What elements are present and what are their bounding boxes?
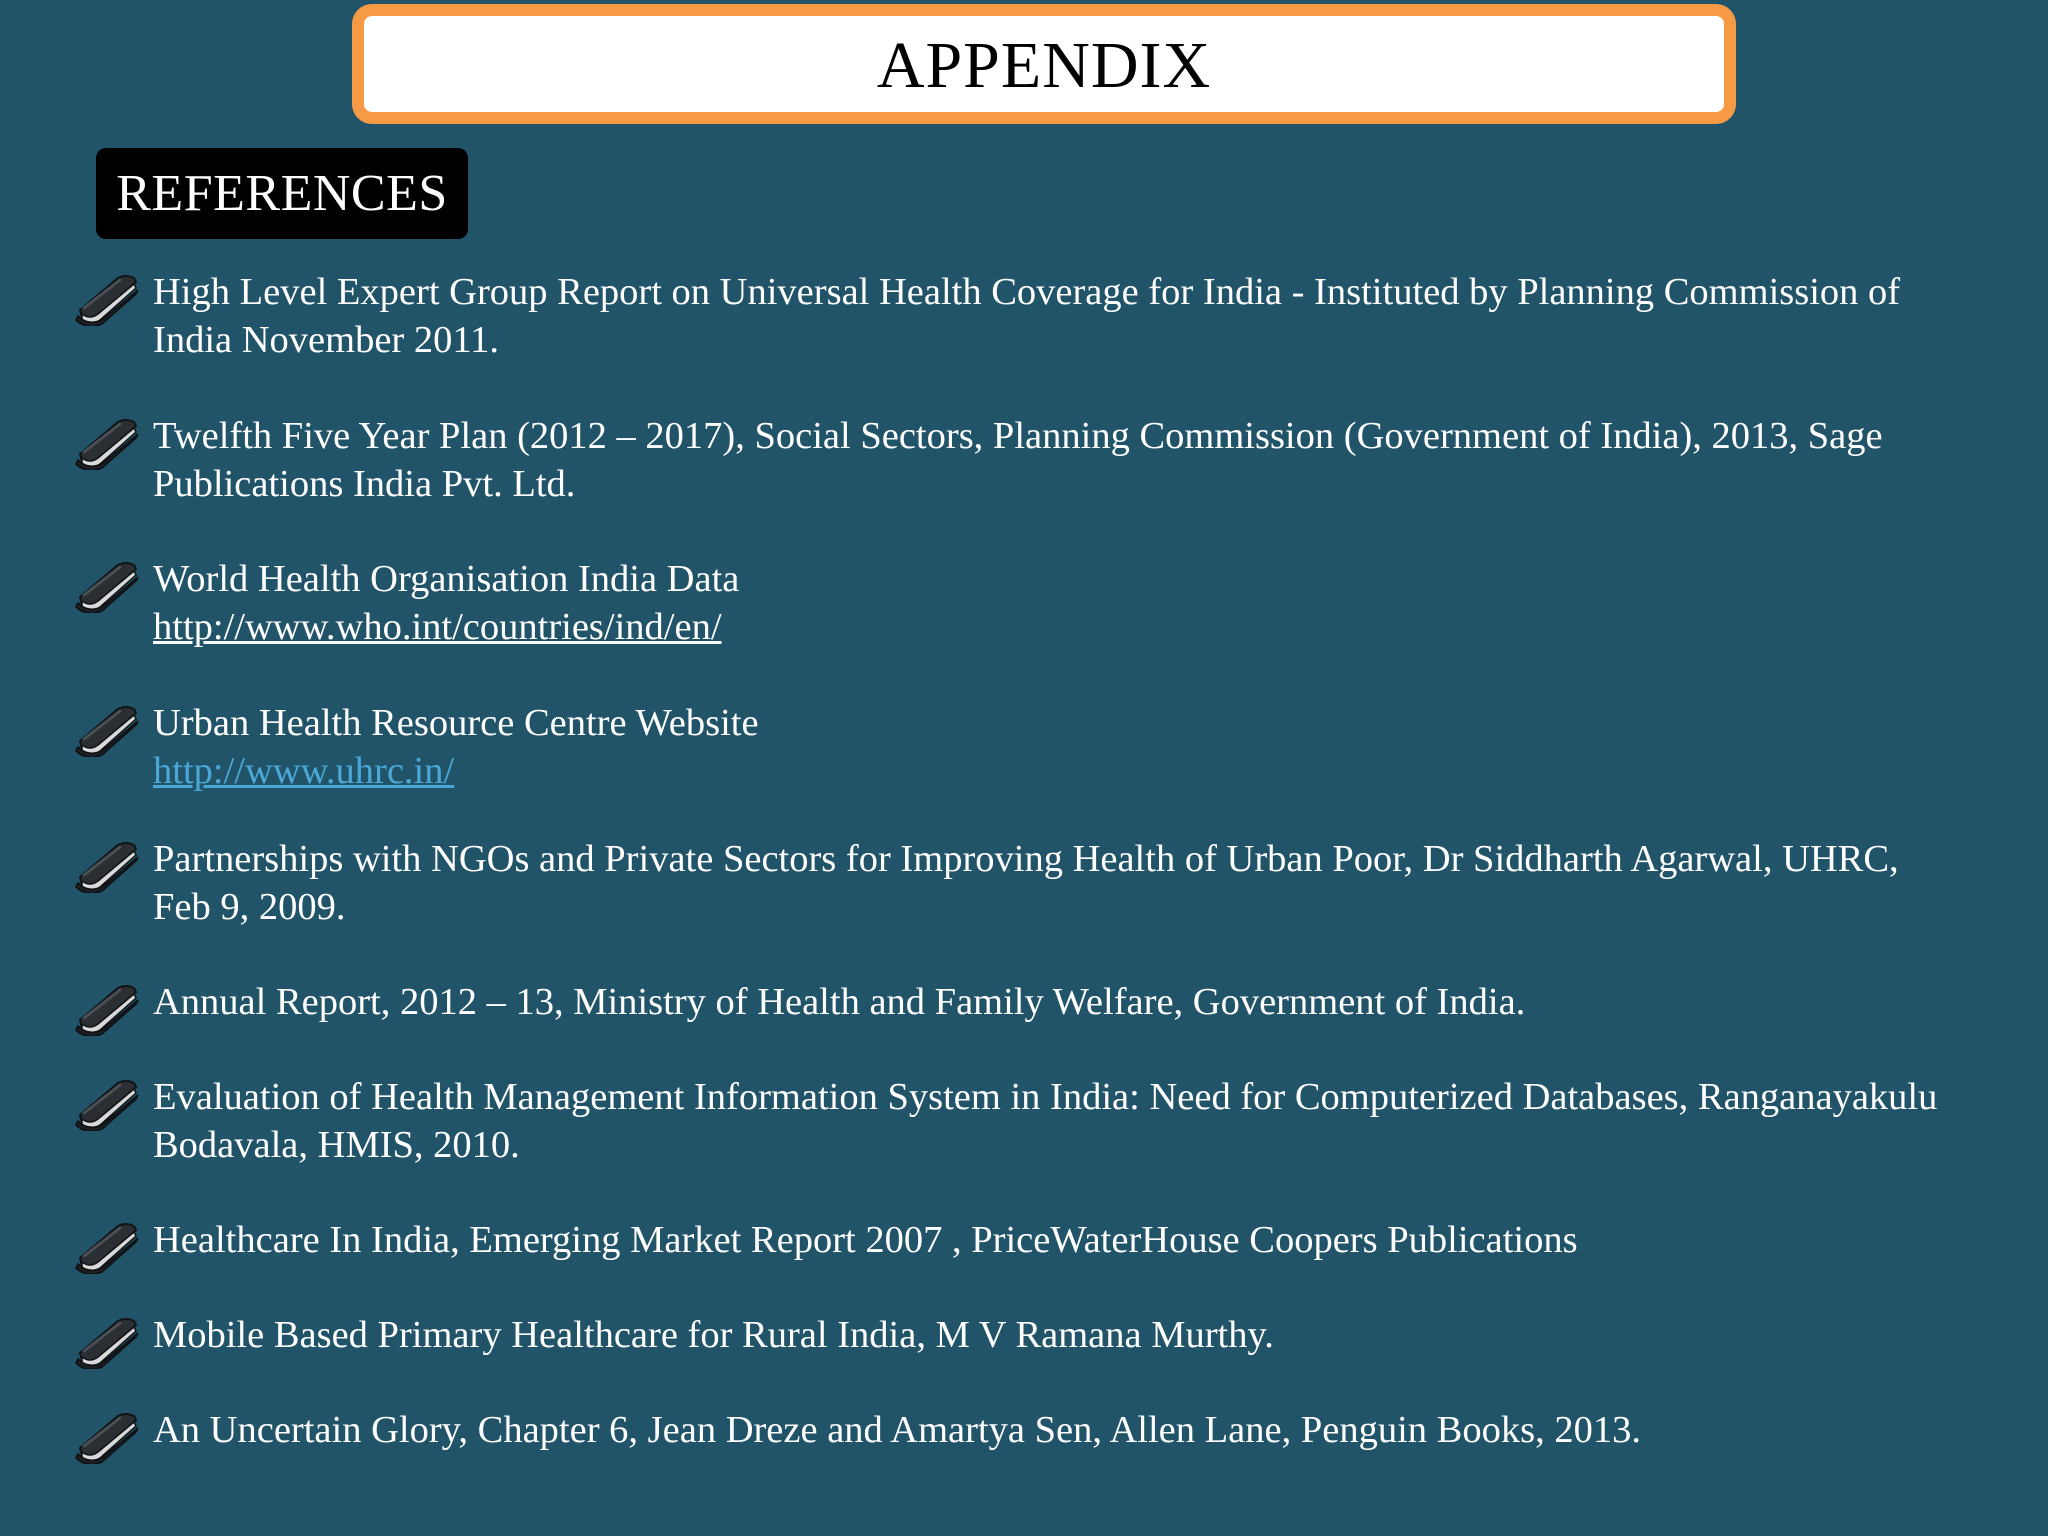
reference-link-line <box>153 747 2023 795</box>
reference-line: Evaluation of Health Management Information System in India: Need for Computerized Databases, Ranganayakulu <box>153 1076 1938 1118</box>
reference-line: Twelfth Five Year Plan (2012 – 2017), Social Sectors, Planning Commission (Government of India), 2013, Sage <box>153 415 1883 457</box>
book-icon <box>74 1075 140 1131</box>
book-icon <box>74 1313 140 1369</box>
reference-line: Feb 9, 2009. <box>153 886 346 928</box>
reference-line: Mobile Based Primary Healthcare for Rural India, M V Ramana Murthy. <box>153 1314 1274 1356</box>
reference-link-line <box>153 603 2023 651</box>
book-icon <box>74 414 140 470</box>
book-icon <box>74 270 140 326</box>
reference-line: Partnerships with NGOs and Private Sectors for Improving Health of Urban Poor, Dr Siddharth Agarwal, UHRC, <box>153 838 1899 880</box>
reference-text <box>153 412 2023 508</box>
reference-line: Bodavala, HMIS, 2010. <box>153 1124 520 1166</box>
reference-text <box>153 268 2023 364</box>
reference-line: India November 2011. <box>153 319 500 361</box>
reference-link[interactable]: http://www.uhrc.in/ <box>153 750 455 792</box>
book-icon <box>74 557 140 613</box>
reference-text <box>153 1406 2023 1454</box>
book-icon <box>74 1218 140 1274</box>
reference-text <box>153 835 2023 931</box>
book-icon <box>74 837 140 893</box>
page-title: APPENDIX <box>876 29 1212 102</box>
reference-link[interactable]: http://www.who.int/countries/ind/en/ <box>153 606 722 648</box>
reference-line: Urban Health Resource Centre Website <box>153 702 759 744</box>
reference-text <box>153 978 2023 1026</box>
reference-line: World Health Organisation India Data <box>153 558 740 600</box>
section-label: REFERENCES <box>116 164 448 222</box>
reference-line: Publications India Pvt. Ltd. <box>153 463 576 505</box>
reference-line: Healthcare In India, Emerging Market Report 2007 , PriceWaterHouse Coopers Publications <box>153 1219 1578 1261</box>
reference-text <box>153 699 2023 795</box>
reference-text <box>153 1216 2023 1264</box>
reference-text <box>153 1311 2023 1359</box>
book-icon <box>74 980 140 1036</box>
reference-line: Annual Report, 2012 – 13, Ministry of Health and Family Welfare, Government of India. <box>153 981 1526 1023</box>
title-box <box>352 4 1736 124</box>
section-badge <box>96 148 468 239</box>
reference-line: High Level Expert Group Report on Universal Health Coverage for India - Instituted by Planning Commission of <box>153 271 1901 313</box>
reference-line: An Uncertain Glory, Chapter 6, Jean Dreze and Amartya Sen, Allen Lane, Penguin Books, 2013. <box>153 1409 1641 1451</box>
reference-text <box>153 555 2023 651</box>
reference-text <box>153 1073 2023 1169</box>
book-icon <box>74 701 140 757</box>
book-icon <box>74 1408 140 1464</box>
